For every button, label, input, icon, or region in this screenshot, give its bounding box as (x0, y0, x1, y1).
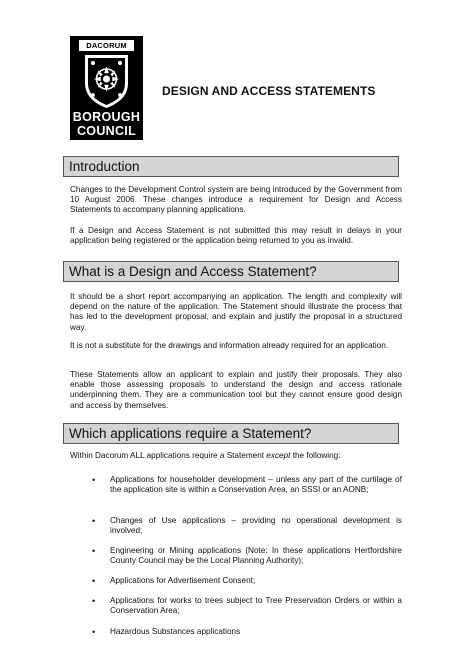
list-item (70, 516, 402, 536)
document-title: DESIGN AND ACCESS STATEMENTS (162, 84, 376, 98)
bullet-icon: • (92, 596, 96, 606)
exceptions-list (70, 576, 402, 586)
list-item (70, 576, 402, 586)
list-item-text: Applications for works to trees subject to Tree Preservation Orders or within a Conservation Area; (110, 596, 402, 616)
exceptions-list (70, 546, 402, 566)
which-intro-text: Within Dacorum ALL applications require a Statement (70, 451, 267, 460)
intro-paragraph-1: Changes to the Development Control system are being introduced by the Government from 10 August 2006. These changes introduce a requirement for Design and Access Statements to accompany planning applications. (70, 185, 402, 215)
which-intro-emphasis: except (266, 451, 291, 460)
section-heading-introduction: Introduction (63, 156, 399, 177)
what-is-paragraph-2: It is not a substitute for the drawings and information already required for an application. (70, 341, 389, 350)
bullet-icon: • (92, 576, 96, 586)
what-is-paragraph-3: These Statements allow an applicant to explain and justify their proposals. They also enable those assessing proposals to understand the design and access rationale underpinning them. They are a communication tool but they cannot ensure good design and access by themselves. (70, 370, 402, 410)
list-item (70, 596, 402, 616)
bullet-icon: • (92, 475, 96, 485)
bullet-icon: • (92, 516, 96, 526)
list-item-text: Changes of Use applications – providing no operational development is involved; (110, 516, 402, 536)
exceptions-list (70, 516, 402, 536)
section-heading-what-is: What is a Design and Access Statement? (63, 261, 399, 282)
which-intro-paragraph (70, 451, 402, 461)
exceptions-list (70, 627, 402, 637)
logo-borough-text: BOROUGH (72, 110, 141, 124)
list-item (70, 627, 402, 637)
list-item (70, 475, 402, 495)
section-heading-which-applications: Which applications require a Statement? (63, 423, 399, 444)
exceptions-list (70, 596, 402, 616)
intro-paragraph-2: If a Design and Access Statement is not submitted this may result in delays in your application being registered or the application being returned to you as invalid. (70, 226, 402, 246)
bullet-icon: • (92, 627, 96, 637)
logo-council-text: COUNCIL (76, 124, 137, 138)
exceptions-list (70, 475, 402, 495)
list-item-text: Applications for Advertisement Consent; (110, 576, 256, 585)
what-is-paragraph-1: It should be a short report accompanying an application. The length and complexity will depend on the nature of the application. The Statement should illustrate the process that has led to the development proposal, and explain and justify the proposal in a structured way. (70, 292, 402, 332)
list-item (70, 546, 402, 566)
list-item-text: Hazardous Substances applications (110, 627, 241, 636)
bullet-icon: • (92, 546, 96, 556)
list-item-text: Applications for householder development – unless any part of the curtilage of the application site is within a Conservation Area, an SSSI or an AONB; (110, 475, 402, 495)
logo-ribbon-text: DACORUM (79, 40, 134, 51)
council-crest-icon (83, 53, 130, 109)
which-intro-text-end: the following: (290, 451, 341, 460)
list-item-text: Engineering or Mining applications (Note: In these applications Hertfordshire County Council may be the Local Planning Authority); (110, 546, 402, 566)
council-logo (70, 36, 143, 140)
